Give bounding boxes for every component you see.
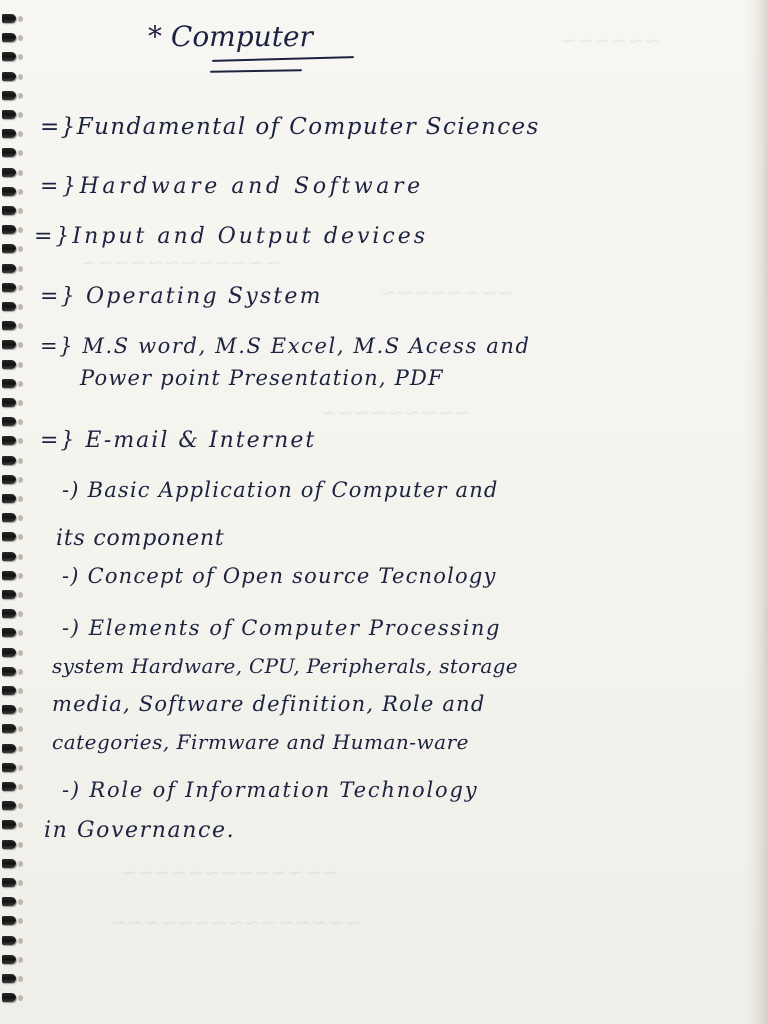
- punch-hole: [18, 323, 23, 329]
- spiral-ring: [2, 379, 16, 388]
- punch-hole: [18, 918, 23, 924]
- spiral-binding: [0, 0, 26, 1024]
- spiral-ring: [2, 398, 16, 407]
- punch-hole: [18, 458, 23, 464]
- spiral-ring: [2, 475, 16, 484]
- spiral-ring: [2, 110, 16, 119]
- note-line: =}Fundamental of Computer Sciences: [40, 114, 540, 140]
- punch-hole: [18, 208, 23, 214]
- spiral-ring: [2, 705, 16, 714]
- spiral-ring: [2, 955, 16, 964]
- punch-hole: [18, 496, 23, 502]
- spiral-ring: [2, 724, 16, 733]
- spiral-ring: [2, 33, 16, 42]
- punch-hole: [18, 304, 23, 310]
- punch-hole: [18, 976, 23, 982]
- punch-hole: [18, 611, 23, 617]
- punch-hole: [18, 131, 23, 137]
- punch-hole: [18, 784, 23, 790]
- punch-hole: [18, 419, 23, 425]
- punch-hole: [18, 170, 23, 176]
- note-line: categories, Firmware and Human-ware: [52, 730, 469, 754]
- bleed-through: ~~~~~~~~~~~~: [80, 250, 282, 274]
- spiral-ring: [2, 897, 16, 906]
- spiral-ring: [2, 225, 16, 234]
- spiral-ring: [2, 840, 16, 849]
- title-underline: [210, 69, 302, 73]
- spiral-ring: [2, 801, 16, 810]
- punch-hole: [18, 381, 23, 387]
- bleed-through: ~~~~~~~~~~~~~~~: [110, 910, 362, 934]
- punch-hole: [18, 650, 23, 656]
- punch-hole: [18, 938, 23, 944]
- punch-hole: [18, 669, 23, 675]
- punch-hole: [18, 534, 23, 540]
- spiral-ring: [2, 187, 16, 196]
- spiral-ring: [2, 609, 16, 618]
- punch-hole: [18, 400, 23, 406]
- spiral-ring: [2, 974, 16, 983]
- punch-hole: [18, 880, 23, 886]
- page-title: * Computer: [148, 20, 313, 53]
- bleed-through: ~~~~~~~~: [380, 280, 515, 304]
- spiral-ring: [2, 244, 16, 253]
- spiral-ring: [2, 91, 16, 100]
- note-line: system Hardware, CPU, Peripherals, storage: [52, 654, 518, 678]
- spiral-ring: [2, 129, 16, 138]
- spiral-ring: [2, 667, 16, 676]
- bleed-through: ~~~~~~~~~~~~~: [120, 860, 338, 884]
- spiral-ring: [2, 168, 16, 177]
- spiral-ring: [2, 436, 16, 445]
- punch-hole: [18, 899, 23, 905]
- punch-hole: [18, 342, 23, 348]
- note-line: -) Elements of Computer Processing: [62, 616, 502, 640]
- spiral-ring: [2, 456, 16, 465]
- spiral-ring: [2, 859, 16, 868]
- spiral-ring: [2, 916, 16, 925]
- spiral-ring: [2, 744, 16, 753]
- spiral-ring: [2, 590, 16, 599]
- punch-hole: [18, 438, 23, 444]
- spiral-ring: [2, 206, 16, 215]
- punch-hole: [18, 592, 23, 598]
- punch-hole: [18, 16, 23, 22]
- note-line: =} E-mail & Internet: [40, 428, 317, 453]
- note-line: media, Software definition, Role and: [52, 692, 486, 716]
- spiral-ring: [2, 878, 16, 887]
- bleed-through: ~~~~~~~~~: [320, 400, 471, 424]
- spiral-ring: [2, 360, 16, 369]
- spiral-ring: [2, 321, 16, 330]
- spiral-ring: [2, 532, 16, 541]
- note-line: =} Operating System: [40, 284, 323, 309]
- punch-hole: [18, 74, 23, 80]
- note-line: its component: [56, 526, 225, 551]
- spiral-ring: [2, 782, 16, 791]
- punch-hole: [18, 227, 23, 233]
- note-line: Power point Presentation, PDF: [80, 366, 444, 390]
- punch-hole: [18, 573, 23, 579]
- punch-hole: [18, 266, 23, 272]
- spiral-ring: [2, 14, 16, 23]
- page-edge-shadow: [746, 0, 768, 1024]
- punch-hole: [18, 746, 23, 752]
- punch-hole: [18, 822, 23, 828]
- spiral-ring: [2, 571, 16, 580]
- punch-hole: [18, 630, 23, 636]
- punch-hole: [18, 285, 23, 291]
- note-line: -) Role of Information Technology: [62, 778, 479, 802]
- punch-hole: [18, 112, 23, 118]
- spiral-ring: [2, 648, 16, 657]
- punch-hole: [18, 189, 23, 195]
- spiral-ring: [2, 494, 16, 503]
- spiral-ring: [2, 513, 16, 522]
- bleed-through: ~~~~~~: [560, 28, 661, 52]
- punch-hole: [18, 957, 23, 963]
- spiral-ring: [2, 417, 16, 426]
- spiral-ring: [2, 72, 16, 81]
- spiral-ring: [2, 264, 16, 273]
- note-line: =} M.S word, M.S Excel, M.S Acess and: [40, 334, 531, 358]
- spiral-ring: [2, 148, 16, 157]
- title-underline: [212, 56, 354, 62]
- spiral-ring: [2, 628, 16, 637]
- note-line: =}Input and Output devices: [34, 224, 429, 249]
- punch-hole: [18, 803, 23, 809]
- spiral-ring: [2, 763, 16, 772]
- punch-hole: [18, 995, 23, 1001]
- punch-hole: [18, 150, 23, 156]
- spiral-ring: [2, 283, 16, 292]
- punch-hole: [18, 515, 23, 521]
- punch-hole: [18, 246, 23, 252]
- punch-hole: [18, 861, 23, 867]
- punch-hole: [18, 35, 23, 41]
- punch-hole: [18, 54, 23, 60]
- punch-hole: [18, 362, 23, 368]
- spiral-ring: [2, 936, 16, 945]
- punch-hole: [18, 688, 23, 694]
- spiral-ring: [2, 52, 16, 61]
- punch-hole: [18, 765, 23, 771]
- note-line: -) Basic Application of Computer and: [62, 478, 499, 502]
- spiral-ring: [2, 993, 16, 1002]
- spiral-ring: [2, 820, 16, 829]
- punch-hole: [18, 842, 23, 848]
- note-line: in Governance.: [44, 818, 236, 843]
- spiral-ring: [2, 340, 16, 349]
- punch-hole: [18, 477, 23, 483]
- punch-hole: [18, 707, 23, 713]
- punch-hole: [18, 726, 23, 732]
- spiral-ring: [2, 552, 16, 561]
- note-line: =}Hardware and Software: [40, 174, 424, 199]
- spiral-ring: [2, 302, 16, 311]
- punch-hole: [18, 554, 23, 560]
- note-line: -) Concept of Open source Tecnology: [62, 564, 497, 588]
- spiral-ring: [2, 686, 16, 695]
- punch-hole: [18, 93, 23, 99]
